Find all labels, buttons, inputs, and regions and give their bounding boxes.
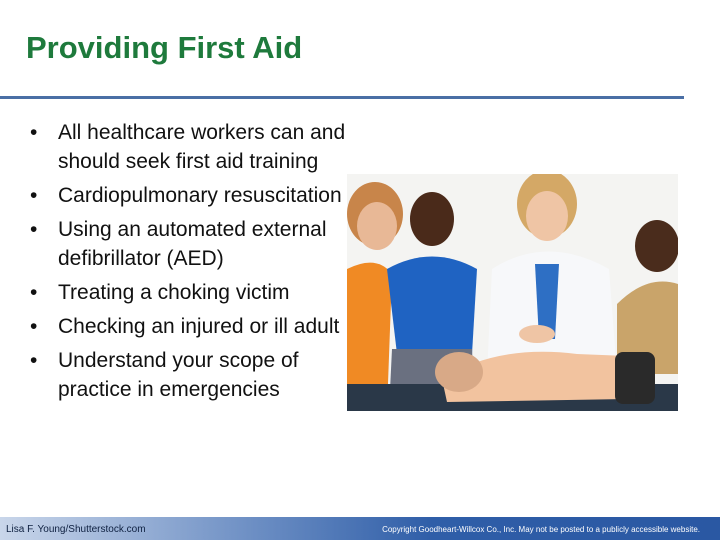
bullet-item (30, 118, 360, 176)
cpr-training-photo (347, 174, 678, 411)
bullet-text: Cardiopulmonary resuscitation (58, 184, 342, 207)
bullet-dot: • (30, 281, 38, 304)
bullet-text: Understand your scope of practice in emergencies (58, 349, 299, 401)
bullet-text: Using an automated external defibrillator (AED) (58, 218, 327, 270)
bullet-item (30, 278, 360, 307)
bullet-item (30, 215, 360, 273)
bullet-item (30, 312, 360, 341)
title-divider (0, 96, 684, 99)
bullet-dot: • (30, 315, 38, 338)
bullet-text: Treating a choking victim (58, 281, 290, 304)
slide-title: Providing First Aid (26, 30, 303, 65)
cpr-training-illustration (347, 174, 678, 411)
bullet-dot: • (30, 121, 38, 144)
bullet-item (30, 346, 360, 404)
footer-bar (0, 517, 720, 540)
copyright-notice: Copyright Goodheart-Willcox Co., Inc. May not be posted to a publicly accessible website. (382, 525, 700, 534)
bullet-dot: • (30, 349, 38, 372)
bullet-text: All healthcare workers can and should seek first aid training (58, 121, 346, 173)
bullet-dot: • (30, 218, 38, 241)
bullet-text: Checking an injured or ill adult (58, 315, 340, 338)
bullet-list (30, 118, 360, 409)
bullet-item (30, 181, 360, 210)
bullet-dot: • (30, 184, 38, 207)
photo-credit: Lisa F. Young/Shutterstock.com (6, 524, 146, 535)
